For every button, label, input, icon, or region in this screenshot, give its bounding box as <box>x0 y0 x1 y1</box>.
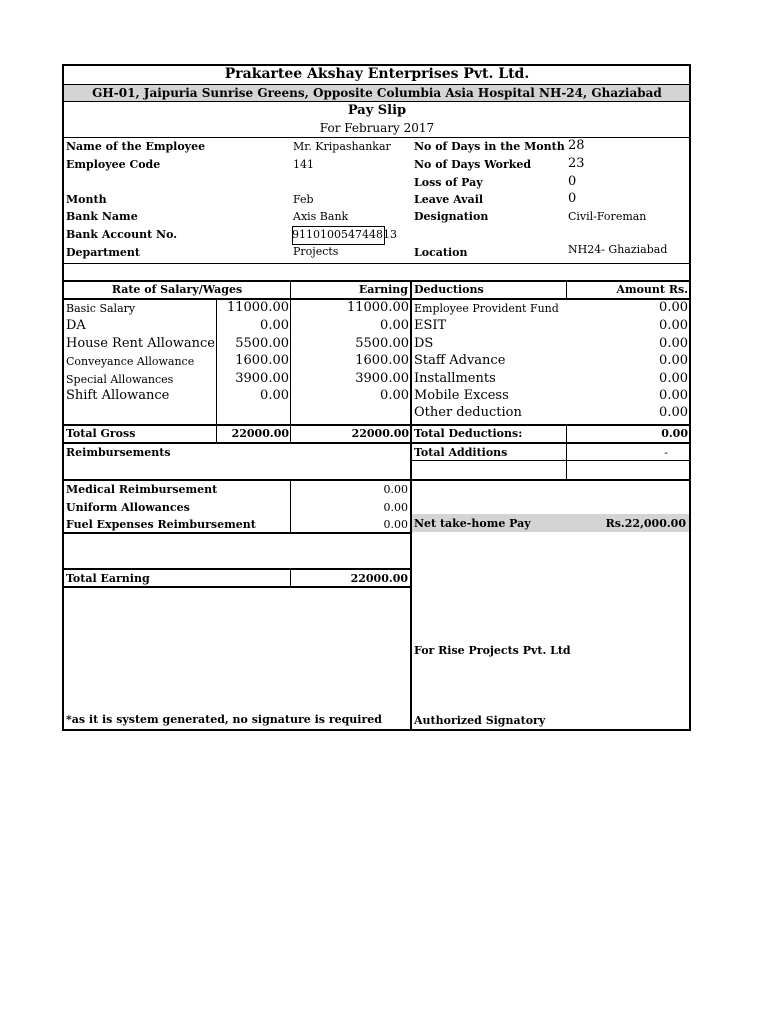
employee-name-value: Mr. Kripashankar <box>293 140 391 153</box>
earning-amount: 0.00 <box>380 318 409 333</box>
designation-label: Designation <box>414 210 489 223</box>
earning-rate: 11000.00 <box>226 300 289 315</box>
deduction-amount: 0.00 <box>659 353 688 368</box>
reimbursement-amount: 0.00 <box>383 518 408 531</box>
leave-avail-value: 0 <box>568 191 577 206</box>
company-address: GH-01, Jaipuria Sunrise Greens, Opposite Columbia Asia Hospital NH-24, Ghaziabad <box>92 86 662 100</box>
for-company-text: For Rise Projects Pvt. Ltd <box>414 644 571 657</box>
earning-amount: 11000.00 <box>346 300 409 315</box>
employee-code-value: 141 <box>293 158 314 171</box>
deduction-amount: 0.00 <box>659 371 688 386</box>
month-label: Month <box>66 193 107 206</box>
bank-account-value: 911010054744813 <box>292 228 397 241</box>
deduction-amount: 0.00 <box>659 318 688 333</box>
deduction-label: Mobile Excess <box>414 388 509 403</box>
earning-label: DA <box>66 318 86 333</box>
total-gross-earning: 22000.00 <box>351 427 409 440</box>
earning-rate: 0.00 <box>260 318 289 333</box>
days-worked-label: No of Days Worked <box>414 158 532 171</box>
earning-rate: 1600.00 <box>235 353 289 368</box>
earning-rate: 5500.00 <box>235 336 289 351</box>
system-generated-note: *as it is system generated, no signature is required <box>66 713 382 726</box>
month-value: Feb <box>293 193 314 206</box>
deduction-label: DS <box>414 336 434 351</box>
net-pay-label: Net take-home Pay <box>414 517 531 530</box>
earning-rate: 0.00 <box>260 388 289 403</box>
deduction-label: Staff Advance <box>414 353 506 368</box>
reimbursement-label: Uniform Allowances <box>66 501 190 514</box>
deduction-amount: 0.00 <box>659 388 688 403</box>
reimbursements-heading: Reimbursements <box>66 446 171 459</box>
total-gross-rate: 22000.00 <box>231 427 289 440</box>
document-title: Pay Slip <box>347 103 407 118</box>
deductions-column-header: Deductions <box>414 283 484 296</box>
total-deductions-value: 0.00 <box>661 427 688 440</box>
reimbursement-amount: 0.00 <box>383 483 408 496</box>
department-value: Projects <box>293 245 339 258</box>
reimbursement-amount: 0.00 <box>383 501 408 514</box>
reimbursement-label: Fuel Expenses Reimbursement <box>66 518 256 531</box>
earning-amount: 0.00 <box>380 388 409 403</box>
total-deductions-label: Total Deductions: <box>414 427 523 440</box>
deduction-label: ESIT <box>414 318 447 333</box>
total-earning-value: 22000.00 <box>350 572 408 585</box>
deduction-label: Installments <box>414 371 496 386</box>
bank-name-value: Axis Bank <box>293 210 349 223</box>
rate-column-header: Rate of Salary/Wages <box>111 283 243 296</box>
leave-avail-label: Leave Avail <box>414 193 484 206</box>
earning-label: Shift Allowance <box>66 388 170 403</box>
pay-period: For February 2017 <box>319 121 435 135</box>
loss-of-pay-value: 0 <box>568 174 577 189</box>
net-pay-value: Rs.22,000.00 <box>605 517 686 530</box>
earning-label: House Rent Allowance <box>66 336 215 351</box>
bank-account-label: Bank Account No. <box>66 228 178 241</box>
authorized-signatory: Authorized Signatory <box>414 714 546 727</box>
total-gross-label: Total Gross <box>66 427 136 440</box>
earning-label: Basic Salary <box>66 302 136 315</box>
deduction-label: Employee Provident Fund <box>414 302 559 315</box>
total-additions-value: - <box>664 446 668 459</box>
location-value: NH24- Ghaziabad <box>568 243 668 256</box>
deduction-label: Other deduction <box>414 405 522 420</box>
total-earning-label: Total Earning <box>66 572 150 585</box>
employee-code-label: Employee Code <box>66 158 161 171</box>
amount-column-header: Amount Rs. <box>616 283 688 296</box>
earning-amount: 1600.00 <box>355 353 409 368</box>
days-in-month-value: 28 <box>568 138 585 153</box>
earning-amount: 3900.00 <box>355 371 409 386</box>
department-label: Department <box>66 246 140 259</box>
days-in-month-label: No of Days in the Month <box>414 140 565 153</box>
earning-amount: 5500.00 <box>355 336 409 351</box>
deduction-amount: 0.00 <box>659 300 688 315</box>
earning-rate: 3900.00 <box>235 371 289 386</box>
reimbursement-label: Medical Reimbursement <box>66 483 218 496</box>
days-worked-value: 23 <box>568 156 585 171</box>
deduction-amount: 0.00 <box>659 336 688 351</box>
earning-label: Special Allowances <box>66 373 174 386</box>
total-additions-label: Total Additions <box>414 446 508 459</box>
bank-name-label: Bank Name <box>66 210 138 223</box>
earning-column-header: Earning <box>358 283 408 296</box>
company-name: Prakartee Akshay Enterprises Pvt. Ltd. <box>224 66 530 82</box>
employee-name-label: Name of the Employee <box>66 140 206 153</box>
earning-label: Conveyance Allowance <box>66 355 195 368</box>
deduction-amount: 0.00 <box>659 405 688 420</box>
location-label: Location <box>414 246 468 259</box>
loss-of-pay-label: Loss of Pay <box>414 176 483 189</box>
designation-value: Civil-Foreman <box>568 210 647 223</box>
